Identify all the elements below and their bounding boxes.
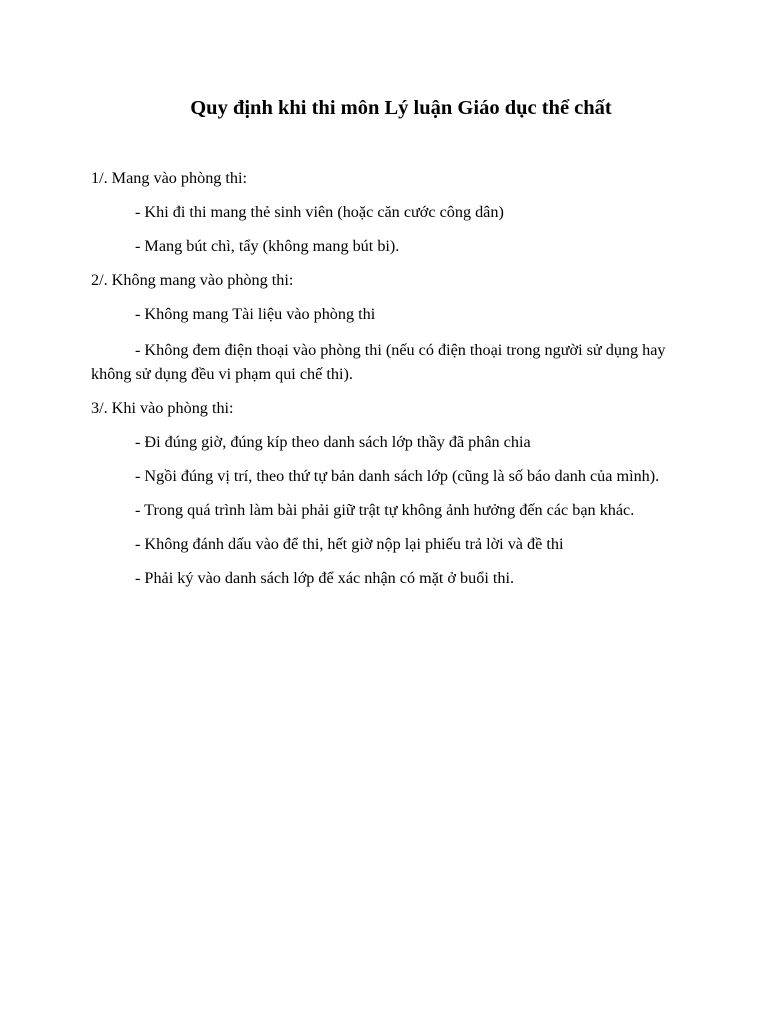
section-1-item-2: - Mang bút chì, tẩy (không mang bút bi). <box>135 237 400 255</box>
document-title: Quy định khi thi môn Lý luận Giáo dục thể chất <box>190 97 612 119</box>
section-3-item-1: - Đi đúng giờ, đúng kíp theo danh sách lớp thầy đã phân chia <box>135 433 531 451</box>
section-3-item-2: - Ngồi đúng vị trí, theo thứ tự bản danh sách lớp (cũng là số báo danh của mình). <box>135 467 660 485</box>
section-2-item-2: - Không đem điện thoại vào phòng thi (nếu có điện thoại trong người sử dụng hay <box>135 341 666 359</box>
section-2-heading: 2/. Không mang vào phòng thi: <box>91 271 294 289</box>
section-1-heading: 1/. Mang vào phòng thi: <box>91 169 248 187</box>
section-3-item-5: - Phải ký vào danh sách lớp để xác nhận có mặt ở buổi thi. <box>135 569 514 587</box>
section-2-item-1: - Không mang Tài liệu vào phòng thi <box>135 305 376 323</box>
section-2-item-2-continuation: không sử dụng đều vi phạm qui chế thi). <box>91 365 353 383</box>
section-3-heading: 3/. Khi vào phòng thi: <box>91 399 234 417</box>
section-1-item-1: - Khi đi thi mang thẻ sinh viên (hoặc căn cước công dân) <box>135 203 504 221</box>
section-3-item-4: - Không đánh dấu vào để thi, hết giờ nộp lại phiếu trả lời và đề thi <box>135 535 564 553</box>
section-3-item-3: - Trong quá trình làm bài phải giữ trật tự không ảnh hưởng đến các bạn khác. <box>135 501 635 519</box>
